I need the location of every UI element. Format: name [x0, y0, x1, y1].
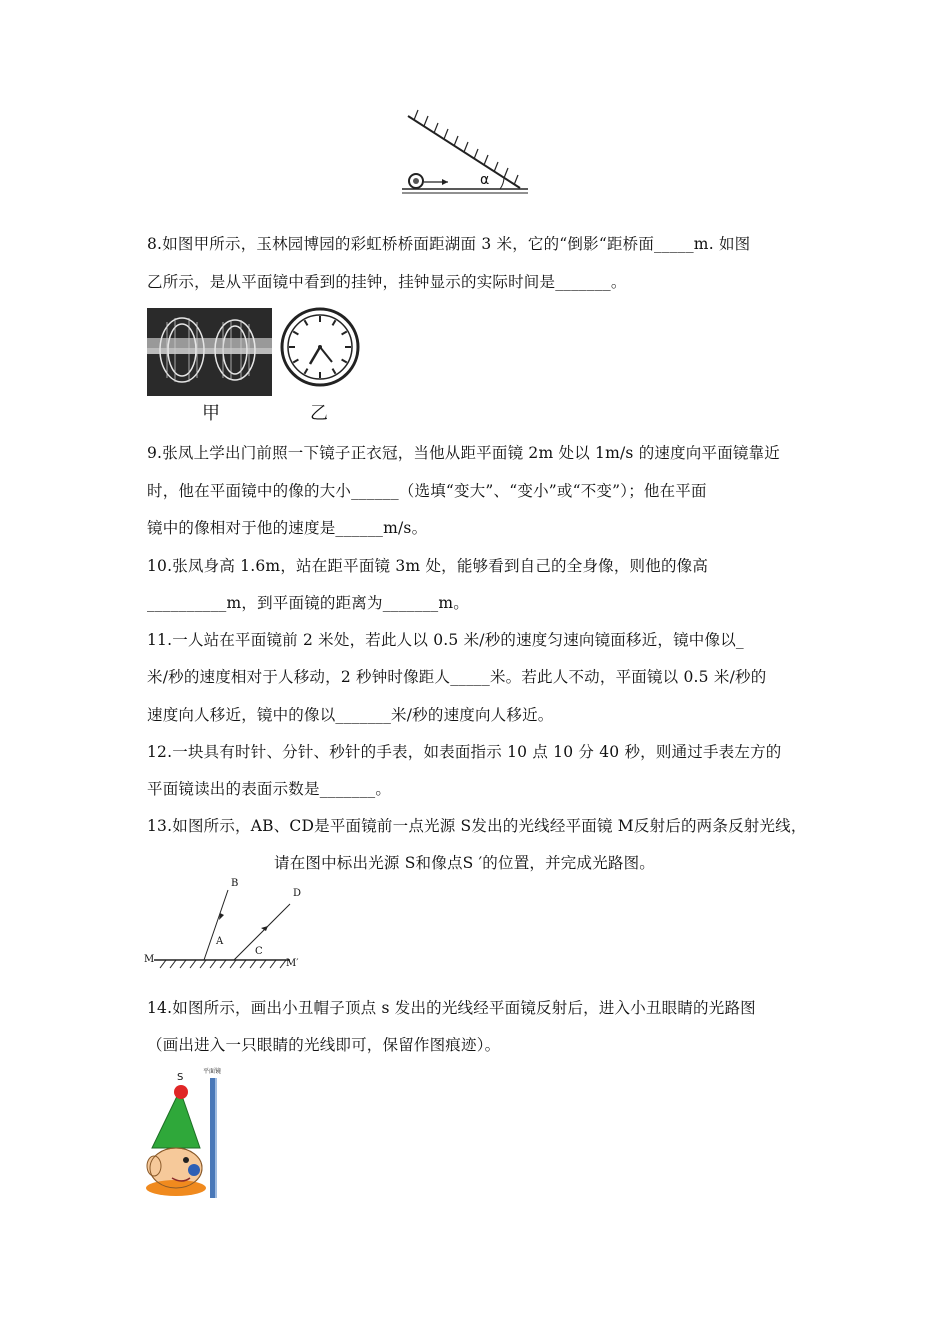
label-D: D — [293, 888, 302, 899]
inclined-mirror-figure — [400, 108, 535, 196]
label-C: C — [255, 946, 263, 957]
caption-yi: 乙 — [310, 403, 328, 424]
q12-line2: 平面镜读出的表面示数是_______。 — [147, 780, 392, 798]
q9-line1: 9.张凤上学出门前照一下镜子正衣冠，当他从距平面镜 2m 处以 1m/s 的速度向平面镜靠近 — [147, 444, 780, 462]
rainbow-bridge-photo — [147, 308, 272, 396]
label-A: A — [216, 936, 224, 947]
reflection-rays-figure — [140, 878, 310, 970]
q8-line1: 8.如图甲所示，玉林园博园的彩虹桥桥面距湖面 3 米，它的“倒影“距桥面_____m. 如图 — [147, 235, 751, 253]
q14-line2: （画出进入一只眼睛的光线即可，保留作图痕迹）。 — [147, 1036, 501, 1054]
q11-line3: 速度向人移近，镜中的像以_______米/秒的速度向人移近。 — [147, 706, 554, 724]
label-M-prime: M′ — [286, 958, 299, 969]
q11-line2: 米/秒的速度相对于人移动，2 秒钟时像距人_____米。若此人不动，平面镜以 0.5 米/秒的 — [147, 668, 767, 686]
angle-label: α — [480, 172, 490, 188]
mirror-label: 平面镜 — [203, 1068, 222, 1075]
q10-line2: __________m，到平面镜的距离为_______m。 — [147, 594, 469, 612]
q11-line1: 11.一人站在平面镜前 2 米处，若此人以 0.5 米/秒的速度匀速向镜面移近，镜中像以_ — [147, 631, 744, 649]
clown-mirror-figure — [142, 1066, 232, 1200]
label-B: B — [231, 878, 239, 889]
label-M: M — [144, 954, 155, 965]
q8-line2: 乙所示，是从平面镜中看到的挂钟，挂钟显示的实际时间是_______。 — [147, 273, 627, 291]
label-s: S — [177, 1072, 184, 1083]
q13-line1: 13.如图所示，AB、CD是平面镜前一点光源 S发出的光线经平面镜 M反射后的两条反射光线， — [147, 817, 807, 835]
q9-line2: 时，他在平面镜中的像的大小______（选填“变大”、“变小”或“不变”）；他在平面 — [147, 482, 707, 500]
q14-line1: 14.如图所示，画出小丑帽子顶点 s 发出的光线经平面镜反射后，进入小丑眼睛的光路图 — [147, 999, 756, 1017]
q10-line1: 10.张凤身高 1.6m，站在距平面镜 3m 处，能够看到自己的全身像，则他的像高 — [147, 557, 709, 575]
caption-jia: 甲 — [202, 403, 220, 424]
mirror-clock — [279, 306, 361, 388]
q12-line1: 12.一块具有时针、分针、秒针的手表，如表面指示 10 点 10 分 40 秒，则通过手表左方的 — [147, 743, 782, 761]
q13-line2: 请在图中标出光源 S和像点S ′的位置，并完成光路图。 — [274, 854, 656, 872]
q9-line3: 镜中的像相对于他的速度是______m/s。 — [147, 519, 428, 537]
